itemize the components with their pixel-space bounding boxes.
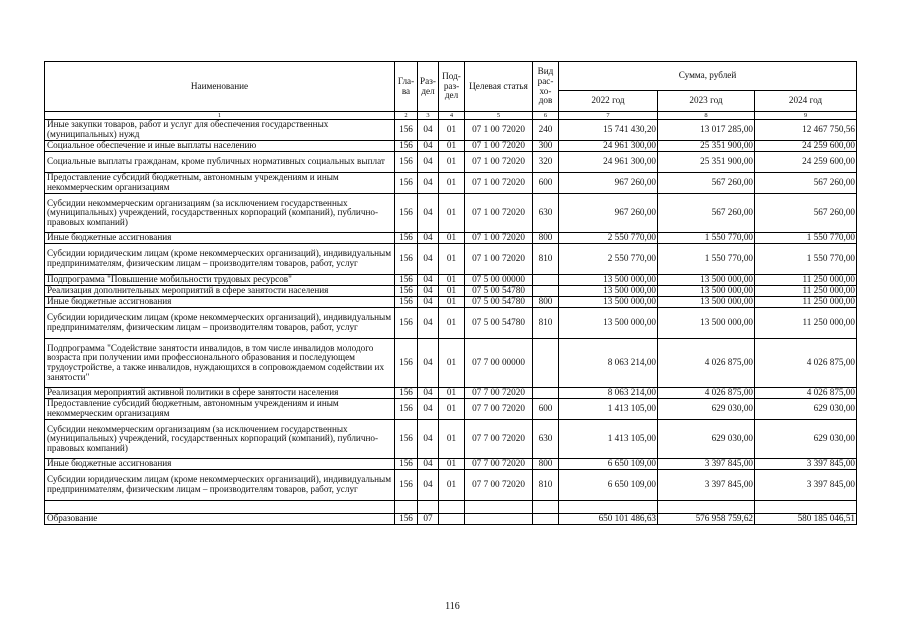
table-row — [45, 173, 857, 194]
row-target-article: 07 1 00 72020 — [465, 244, 533, 275]
row-expense-type: 300 — [533, 141, 559, 152]
row-sum-2022: 1 413 105,00 — [559, 399, 658, 420]
row-sum-2022: 967 260,00 — [559, 194, 658, 233]
row-target-article: 07 5 00 54780 — [465, 297, 533, 308]
row-podrazdel: 01 — [439, 141, 465, 152]
header-row — [45, 62, 857, 91]
row-sum-2022: 967 260,00 — [559, 173, 658, 194]
row-name: Социальные выплаты гражданам, кроме публичных нормативных социальных выплат — [45, 152, 395, 173]
row-sum-2023: 13 500 000,00 — [658, 297, 755, 308]
row-sum-2023: 13 500 000,00 — [658, 275, 755, 286]
row-sum-2023: 1 550 770,00 — [658, 233, 755, 244]
row-sum-2022: 13 500 000,00 — [559, 275, 658, 286]
row-name: Образование — [45, 514, 395, 525]
table-row — [45, 152, 857, 173]
row-sum-2022: 24 961 300,00 — [559, 141, 658, 152]
row-sum-2023: 4 026 875,00 — [658, 388, 755, 399]
row-podrazdel: 01 — [439, 275, 465, 286]
row-podrazdel: 01 — [439, 173, 465, 194]
row-name: Реализация дополнительных мероприятий в сфере занятости населения — [45, 286, 395, 297]
row-razdel: 04 — [418, 308, 439, 339]
row-razdel: 04 — [418, 120, 439, 141]
row-razdel: 04 — [418, 152, 439, 173]
row-glava: 156 — [395, 308, 418, 339]
row-sum-2022: 24 961 300,00 — [559, 152, 658, 173]
table-row — [45, 420, 857, 459]
row-podrazdel: 01 — [439, 194, 465, 233]
row-expense-type: 630 — [533, 420, 559, 459]
row-podrazdel: 01 — [439, 308, 465, 339]
row-sum-2024: 24 259 600,00 — [755, 152, 857, 173]
row-sum-2024: 24 259 600,00 — [755, 141, 857, 152]
row-glava: 156 — [395, 152, 418, 173]
row-sum-2024: 567 260,00 — [755, 194, 857, 233]
row-sum-2023 — [658, 501, 755, 514]
row-sum-2024: 567 260,00 — [755, 173, 857, 194]
row-sum-2022: 1 413 105,00 — [559, 420, 658, 459]
row-podrazdel: 01 — [439, 470, 465, 501]
table-row — [45, 470, 857, 501]
table-row — [45, 399, 857, 420]
row-sum-2024: 580 185 046,51 — [755, 514, 857, 525]
column-number: 3 — [418, 112, 439, 120]
row-sum-2024: 1 550 770,00 — [755, 233, 857, 244]
row-podrazdel: 01 — [439, 152, 465, 173]
row-target-article: 07 5 00 54780 — [465, 308, 533, 339]
row-name: Субсидии юридическим лицам (кроме некоммерческих организаций), индивидуальным предпринимателям, физическим лицам – производителям товаров, работ, услуг — [45, 244, 395, 275]
row-target-article: 07 5 00 54780 — [465, 286, 533, 297]
row-name: Иные бюджетные ассигнования — [45, 459, 395, 470]
row-target-article: 07 7 00 72020 — [465, 420, 533, 459]
row-expense-type: 800 — [533, 459, 559, 470]
row-podrazdel: 01 — [439, 297, 465, 308]
row-sum-2024: 629 030,00 — [755, 399, 857, 420]
row-name: Подпрограмма "Повышение мобильности трудовых ресурсов" — [45, 275, 395, 286]
row-target-article: 07 5 00 00000 — [465, 275, 533, 286]
table-row — [45, 120, 857, 141]
row-razdel: 04 — [418, 141, 439, 152]
table-row — [45, 244, 857, 275]
row-sum-2024: 12 467 750,56 — [755, 120, 857, 141]
row-glava: 156 — [395, 173, 418, 194]
row-razdel: 04 — [418, 339, 439, 388]
row-sum-2023: 567 260,00 — [658, 173, 755, 194]
row-expense-type: 600 — [533, 173, 559, 194]
row-name — [45, 501, 395, 514]
row-target-article: 07 7 00 72020 — [465, 399, 533, 420]
row-sum-2023: 25 351 900,00 — [658, 152, 755, 173]
row-sum-2022: 8 063 214,00 — [559, 388, 658, 399]
row-razdel: 04 — [418, 233, 439, 244]
row-expense-type: 810 — [533, 244, 559, 275]
row-razdel: 04 — [418, 388, 439, 399]
row-podrazdel: 01 — [439, 120, 465, 141]
header-target: Целевая статья — [465, 62, 533, 112]
row-sum-2023: 13 500 000,00 — [658, 286, 755, 297]
header-name: Наименование — [45, 62, 395, 112]
header-2023: 2023 год — [658, 91, 755, 112]
row-target-article: 07 7 00 00000 — [465, 339, 533, 388]
row-name: Субсидии некоммерческим организациям (за исключением государственных (муниципальных) учреждений, государственных корпораций (компаний), публично-правовых компаний) — [45, 194, 395, 233]
row-sum-2023: 629 030,00 — [658, 399, 755, 420]
row-glava: 156 — [395, 286, 418, 297]
row-target-article: 07 1 00 72020 — [465, 194, 533, 233]
row-expense-type — [533, 275, 559, 286]
row-sum-2022: 2 550 770,00 — [559, 233, 658, 244]
row-target-article: 07 1 00 72020 — [465, 173, 533, 194]
row-sum-2024: 4 026 875,00 — [755, 388, 857, 399]
column-number: 7 — [559, 112, 658, 120]
row-sum-2023: 576 958 759,62 — [658, 514, 755, 525]
row-target-article: 07 7 00 72020 — [465, 459, 533, 470]
row-sum-2023: 25 351 900,00 — [658, 141, 755, 152]
column-number: 4 — [439, 112, 465, 120]
header-podrazdel: Под-раз-дел — [439, 62, 465, 112]
row-expense-type: 810 — [533, 470, 559, 501]
row-expense-type: 810 — [533, 308, 559, 339]
row-razdel: 04 — [418, 244, 439, 275]
row-sum-2024: 11 250 000,00 — [755, 297, 857, 308]
row-razdel: 07 — [418, 514, 439, 525]
row-razdel: 04 — [418, 286, 439, 297]
row-podrazdel: 01 — [439, 244, 465, 275]
row-razdel — [418, 501, 439, 514]
row-expense-type: 800 — [533, 297, 559, 308]
row-sum-2024: 1 550 770,00 — [755, 244, 857, 275]
row-glava: 156 — [395, 514, 418, 525]
row-podrazdel: 01 — [439, 399, 465, 420]
row-razdel: 04 — [418, 459, 439, 470]
table-row — [45, 459, 857, 470]
row-razdel: 04 — [418, 173, 439, 194]
column-number: 9 — [755, 112, 857, 120]
row-name: Иные бюджетные ассигнования — [45, 233, 395, 244]
row-podrazdel: 01 — [439, 339, 465, 388]
row-name: Субсидии юридическим лицам (кроме некоммерческих организаций), индивидуальным предпринимателям, физическим лицам – производителям товаров, работ, услуг — [45, 308, 395, 339]
row-razdel: 04 — [418, 275, 439, 286]
row-podrazdel: 01 — [439, 286, 465, 297]
row-podrazdel: 01 — [439, 233, 465, 244]
header-2022: 2022 год — [559, 91, 658, 112]
table-row — [45, 297, 857, 308]
table-row — [45, 275, 857, 286]
row-glava: 156 — [395, 420, 418, 459]
row-sum-2024: 3 397 845,00 — [755, 470, 857, 501]
row-expense-type: 240 — [533, 120, 559, 141]
table-row — [45, 233, 857, 244]
header-sum: Сумма, рублей — [559, 62, 857, 91]
row-glava: 156 — [395, 388, 418, 399]
row-name: Субсидии некоммерческим организациям (за исключением государственных (муниципальных) учреждений, государственных корпораций (компаний), публично-правовых компаний) — [45, 420, 395, 459]
row-sum-2022: 8 063 214,00 — [559, 339, 658, 388]
row-name: Субсидии юридическим лицам (кроме некоммерческих организаций), индивидуальным предпринимателям, физическим лицам – производителям товаров, работ, услуг — [45, 470, 395, 501]
row-glava: 156 — [395, 120, 418, 141]
row-razdel: 04 — [418, 420, 439, 459]
row-sum-2022: 650 101 486,63 — [559, 514, 658, 525]
row-sum-2023: 13 500 000,00 — [658, 308, 755, 339]
budget-table — [44, 61, 857, 525]
row-glava: 156 — [395, 459, 418, 470]
row-razdel: 04 — [418, 297, 439, 308]
row-glava: 156 — [395, 275, 418, 286]
row-target-article — [465, 514, 533, 525]
row-glava — [395, 501, 418, 514]
row-sum-2022: 6 650 109,00 — [559, 470, 658, 501]
row-name: Подпрограмма "Содействие занятости инвалидов, в том числе инвалидов молодого возраста при получении ими профессионального образования и последующем трудоустройстве, а также инвалидов, нуждающихся в сопровождаемом содействии их занятости" — [45, 339, 395, 388]
column-number: 2 — [395, 112, 418, 120]
header-glava: Гла-ва — [395, 62, 418, 112]
row-podrazdel: 01 — [439, 459, 465, 470]
row-sum-2022: 15 741 430,20 — [559, 120, 658, 141]
row-sum-2023: 3 397 845,00 — [658, 470, 755, 501]
row-expense-type: 320 — [533, 152, 559, 173]
table-row — [45, 339, 857, 388]
table-row — [45, 286, 857, 297]
row-glava: 156 — [395, 339, 418, 388]
table-row — [45, 194, 857, 233]
table-row — [45, 514, 857, 525]
row-sum-2024: 11 250 000,00 — [755, 275, 857, 286]
row-sum-2024: 11 250 000,00 — [755, 286, 857, 297]
row-expense-type — [533, 514, 559, 525]
row-target-article: 07 1 00 72020 — [465, 120, 533, 141]
row-razdel: 04 — [418, 470, 439, 501]
row-podrazdel: 01 — [439, 388, 465, 399]
row-glava: 156 — [395, 470, 418, 501]
row-target-article — [465, 501, 533, 514]
row-name: Предоставление субсидий бюджетным, автономным учреждениям и иным некоммерческим организациям — [45, 399, 395, 420]
table-row — [45, 501, 857, 514]
row-target-article: 07 1 00 72020 — [465, 141, 533, 152]
row-name: Иные бюджетные ассигнования — [45, 297, 395, 308]
row-glava: 156 — [395, 233, 418, 244]
column-number: 1 — [45, 112, 395, 120]
row-target-article: 07 1 00 72020 — [465, 152, 533, 173]
row-razdel: 04 — [418, 399, 439, 420]
row-sum-2022: 13 500 000,00 — [559, 308, 658, 339]
row-sum-2023: 1 550 770,00 — [658, 244, 755, 275]
column-number: 5 — [465, 112, 533, 120]
row-expense-type — [533, 339, 559, 388]
row-name: Реализация мероприятий активной политики в сфере занятости населения — [45, 388, 395, 399]
row-expense-type — [533, 501, 559, 514]
row-sum-2024: 4 026 875,00 — [755, 339, 857, 388]
row-target-article: 07 7 00 72020 — [465, 388, 533, 399]
row-name: Предоставление субсидий бюджетным, автономным учреждениям и иным некоммерческим организациям — [45, 173, 395, 194]
row-sum-2024: 11 250 000,00 — [755, 308, 857, 339]
row-razdel: 04 — [418, 194, 439, 233]
row-target-article: 07 7 00 72020 — [465, 470, 533, 501]
row-expense-type: 800 — [533, 233, 559, 244]
row-sum-2023: 629 030,00 — [658, 420, 755, 459]
row-sum-2023: 13 017 285,00 — [658, 120, 755, 141]
row-expense-type — [533, 388, 559, 399]
row-name: Иные закупки товаров, работ и услуг для обеспечения государственных (муниципальных) нужд — [45, 120, 395, 141]
row-sum-2022: 13 500 000,00 — [559, 297, 658, 308]
row-sum-2024: 629 030,00 — [755, 420, 857, 459]
row-sum-2024: 3 397 845,00 — [755, 459, 857, 470]
page-number: 116 — [445, 601, 460, 612]
row-glava: 156 — [395, 399, 418, 420]
column-number: 8 — [658, 112, 755, 120]
row-sum-2022 — [559, 501, 658, 514]
row-glava: 156 — [395, 141, 418, 152]
row-expense-type — [533, 286, 559, 297]
header-razdel: Раз-дел — [418, 62, 439, 112]
column-number: 6 — [533, 112, 559, 120]
row-target-article: 07 1 00 72020 — [465, 233, 533, 244]
row-sum-2022: 2 550 770,00 — [559, 244, 658, 275]
header-2024: 2024 год — [755, 91, 857, 112]
row-podrazdel — [439, 501, 465, 514]
column-numbers-row — [45, 112, 857, 120]
table-row — [45, 308, 857, 339]
row-sum-2023: 4 026 875,00 — [658, 339, 755, 388]
row-expense-type: 600 — [533, 399, 559, 420]
row-podrazdel: 01 — [439, 420, 465, 459]
row-sum-2022: 13 500 000,00 — [559, 286, 658, 297]
table-row — [45, 388, 857, 399]
row-sum-2022: 6 650 109,00 — [559, 459, 658, 470]
row-sum-2023: 567 260,00 — [658, 194, 755, 233]
row-glava: 156 — [395, 194, 418, 233]
table-row — [45, 141, 857, 152]
row-expense-type: 630 — [533, 194, 559, 233]
row-sum-2023: 3 397 845,00 — [658, 459, 755, 470]
row-name: Социальное обеспечение и иные выплаты населению — [45, 141, 395, 152]
row-glava: 156 — [395, 297, 418, 308]
row-glava: 156 — [395, 244, 418, 275]
row-podrazdel — [439, 514, 465, 525]
row-sum-2024 — [755, 501, 857, 514]
header-vid: Вид рас-хо-дов — [533, 62, 559, 112]
